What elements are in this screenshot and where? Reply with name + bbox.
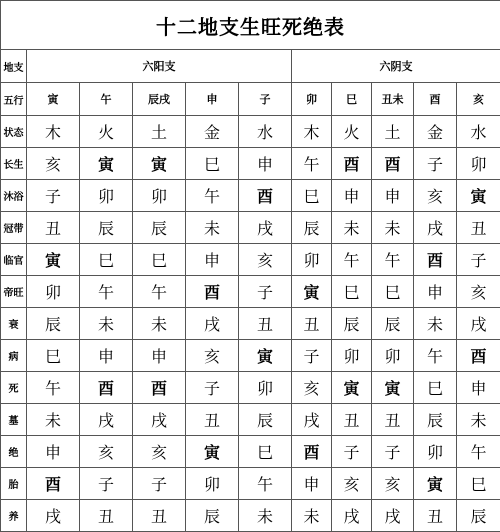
table-cell: 亥 — [414, 180, 457, 212]
table-cell: 水 — [239, 116, 292, 148]
table-row — [1, 372, 500, 404]
table-cell: 戌 — [133, 404, 186, 436]
branch-header: 辰戌 — [133, 83, 186, 116]
table-cell: 巳 — [332, 276, 372, 308]
table-cell: 卯 — [414, 436, 457, 468]
branch-header: 午 — [80, 83, 133, 116]
table-row — [1, 180, 500, 212]
table-cell: 辰 — [133, 212, 186, 244]
table-cell: 丑 — [457, 212, 500, 244]
corner-label: 地支 — [1, 50, 27, 83]
table-cell: 亥 — [133, 436, 186, 468]
table-cell: 丑 — [239, 308, 292, 340]
table-row — [1, 116, 500, 148]
table-cell: 未 — [292, 500, 332, 532]
table-row — [1, 276, 500, 308]
table-cell: 戌 — [414, 212, 457, 244]
table-cell: 卯 — [457, 148, 500, 180]
branch-header: 巳 — [332, 83, 372, 116]
table-cell: 寅 — [372, 372, 414, 404]
table-cell: 申 — [80, 340, 133, 372]
table-cell: 巳 — [372, 276, 414, 308]
table-cell: 酉 — [133, 372, 186, 404]
table-cell: 子 — [292, 340, 332, 372]
table-cell: 巳 — [239, 436, 292, 468]
table-cell: 亥 — [332, 468, 372, 500]
table-cell: 午 — [80, 276, 133, 308]
table-cell: 未 — [80, 308, 133, 340]
table-cell: 巳 — [414, 372, 457, 404]
branch-header: 申 — [186, 83, 239, 116]
table-cell: 寅 — [186, 436, 239, 468]
table-cell: 未 — [332, 212, 372, 244]
table-cell: 申 — [372, 180, 414, 212]
table-cell: 辰 — [186, 500, 239, 532]
table-row — [1, 500, 500, 532]
table-row — [1, 212, 500, 244]
table-cell: 巳 — [27, 340, 80, 372]
table-row — [1, 148, 500, 180]
row-label: 死 — [1, 372, 27, 404]
table-cell: 午 — [239, 468, 292, 500]
table-cell: 木 — [292, 116, 332, 148]
row-label: 绝 — [1, 436, 27, 468]
table-cell: 丑 — [27, 212, 80, 244]
table-cell: 卯 — [80, 180, 133, 212]
table-cell: 子 — [27, 180, 80, 212]
table-cell: 戌 — [292, 404, 332, 436]
group-yang-label: 六阳支 — [27, 50, 292, 83]
table-cell: 申 — [457, 372, 500, 404]
table-cell: 酉 — [332, 148, 372, 180]
table-cell: 未 — [239, 500, 292, 532]
table-cell: 寅 — [239, 340, 292, 372]
table-cell: 巳 — [133, 244, 186, 276]
table-cell: 卯 — [292, 244, 332, 276]
table-cell: 未 — [414, 308, 457, 340]
table-cell: 丑 — [186, 404, 239, 436]
table-cell: 子 — [372, 436, 414, 468]
table-cell: 亥 — [457, 276, 500, 308]
table-cell: 申 — [186, 244, 239, 276]
table-cell: 申 — [292, 468, 332, 500]
table-cell: 酉 — [27, 468, 80, 500]
table-cell: 未 — [27, 404, 80, 436]
table-cell: 未 — [457, 404, 500, 436]
table-cell: 寅 — [27, 244, 80, 276]
branch-header: 丑未 — [372, 83, 414, 116]
table-cell: 木 — [27, 116, 80, 148]
table-cell: 辰 — [332, 308, 372, 340]
table-cell: 子 — [332, 436, 372, 468]
table-cell: 巳 — [457, 468, 500, 500]
branch-row-label: 五行 — [1, 83, 27, 116]
table-cell: 丑 — [133, 500, 186, 532]
table-cell: 辰 — [27, 308, 80, 340]
row-label: 状态 — [1, 116, 27, 148]
table-cell: 戌 — [332, 500, 372, 532]
table-title: 十二地支生旺死绝表 — [1, 1, 500, 50]
table-cell: 子 — [80, 468, 133, 500]
table-cell: 金 — [414, 116, 457, 148]
table-cell: 午 — [372, 244, 414, 276]
branch-header: 酉 — [414, 83, 457, 116]
table-cell: 子 — [133, 468, 186, 500]
table-cell: 辰 — [292, 212, 332, 244]
table-cell: 戌 — [457, 308, 500, 340]
table-cell: 寅 — [414, 468, 457, 500]
table-cell: 午 — [414, 340, 457, 372]
table-cell: 子 — [414, 148, 457, 180]
table-cell: 寅 — [332, 372, 372, 404]
table-cell: 午 — [186, 180, 239, 212]
table-cell: 土 — [133, 116, 186, 148]
table-cell: 辰 — [372, 308, 414, 340]
table-cell: 申 — [239, 148, 292, 180]
table-cell: 水 — [457, 116, 500, 148]
table-cell: 亥 — [80, 436, 133, 468]
table-cell: 巳 — [80, 244, 133, 276]
branch-header: 亥 — [457, 83, 500, 116]
table-cell: 午 — [332, 244, 372, 276]
table-cell: 辰 — [457, 500, 500, 532]
row-label: 墓 — [1, 404, 27, 436]
table-cell: 卯 — [239, 372, 292, 404]
table-cell: 午 — [27, 372, 80, 404]
table-cell: 亥 — [186, 340, 239, 372]
table-row — [1, 340, 500, 372]
table-cell: 午 — [457, 436, 500, 468]
row-label: 冠带 — [1, 212, 27, 244]
table-cell: 子 — [239, 276, 292, 308]
table-cell: 未 — [372, 212, 414, 244]
table-cell: 金 — [186, 116, 239, 148]
table-cell: 未 — [186, 212, 239, 244]
table-cell: 酉 — [457, 340, 500, 372]
table-cell: 戌 — [80, 404, 133, 436]
table-cell: 申 — [27, 436, 80, 468]
branch-header: 寅 — [27, 83, 80, 116]
table-cell: 戌 — [27, 500, 80, 532]
table-cell: 丑 — [332, 404, 372, 436]
table-cell: 巳 — [292, 180, 332, 212]
table-cell: 戌 — [239, 212, 292, 244]
table-cell: 亥 — [27, 148, 80, 180]
group-yin-label: 六阴支 — [292, 50, 500, 83]
table-cell: 丑 — [414, 500, 457, 532]
table-cell: 卯 — [372, 340, 414, 372]
table-cell: 酉 — [239, 180, 292, 212]
table-cell: 申 — [133, 340, 186, 372]
table-cell: 寅 — [292, 276, 332, 308]
table-cell: 辰 — [414, 404, 457, 436]
table-cell: 酉 — [372, 148, 414, 180]
table-cell: 辰 — [80, 212, 133, 244]
table-cell: 午 — [292, 148, 332, 180]
table-cell: 寅 — [133, 148, 186, 180]
row-label: 养 — [1, 500, 27, 532]
row-label: 衰 — [1, 308, 27, 340]
table-cell: 酉 — [186, 276, 239, 308]
branch-header: 子 — [239, 83, 292, 116]
table-cell: 卯 — [27, 276, 80, 308]
row-label: 沐浴 — [1, 180, 27, 212]
table-cell: 土 — [372, 116, 414, 148]
table-cell: 巳 — [186, 148, 239, 180]
table-cell: 戌 — [372, 500, 414, 532]
table-cell: 丑 — [80, 500, 133, 532]
table-row — [1, 308, 500, 340]
row-label: 胎 — [1, 468, 27, 500]
row-label: 帝旺 — [1, 276, 27, 308]
table-cell: 子 — [186, 372, 239, 404]
table-cell: 亥 — [372, 468, 414, 500]
table-cell: 酉 — [414, 244, 457, 276]
table-row — [1, 436, 500, 468]
table-cell: 丑 — [372, 404, 414, 436]
table-cell: 寅 — [80, 148, 133, 180]
table-cell: 亥 — [239, 244, 292, 276]
table-cell: 卯 — [332, 340, 372, 372]
table-cell: 酉 — [292, 436, 332, 468]
table-cell: 未 — [133, 308, 186, 340]
row-label: 长生 — [1, 148, 27, 180]
table-cell: 寅 — [457, 180, 500, 212]
table-row — [1, 244, 500, 276]
table-cell: 火 — [80, 116, 133, 148]
table-cell: 辰 — [239, 404, 292, 436]
table-cell: 亥 — [292, 372, 332, 404]
table-cell: 卯 — [186, 468, 239, 500]
table-cell: 子 — [457, 244, 500, 276]
table-cell: 申 — [414, 276, 457, 308]
row-label: 病 — [1, 340, 27, 372]
row-label: 临官 — [1, 244, 27, 276]
table-cell: 卯 — [133, 180, 186, 212]
table-cell: 午 — [133, 276, 186, 308]
table-cell: 酉 — [80, 372, 133, 404]
table-cell: 申 — [332, 180, 372, 212]
table-row — [1, 404, 500, 436]
table-cell: 戌 — [186, 308, 239, 340]
table-cell: 火 — [332, 116, 372, 148]
table-cell: 丑 — [292, 308, 332, 340]
table-row — [1, 468, 500, 500]
branch-header: 卯 — [292, 83, 332, 116]
